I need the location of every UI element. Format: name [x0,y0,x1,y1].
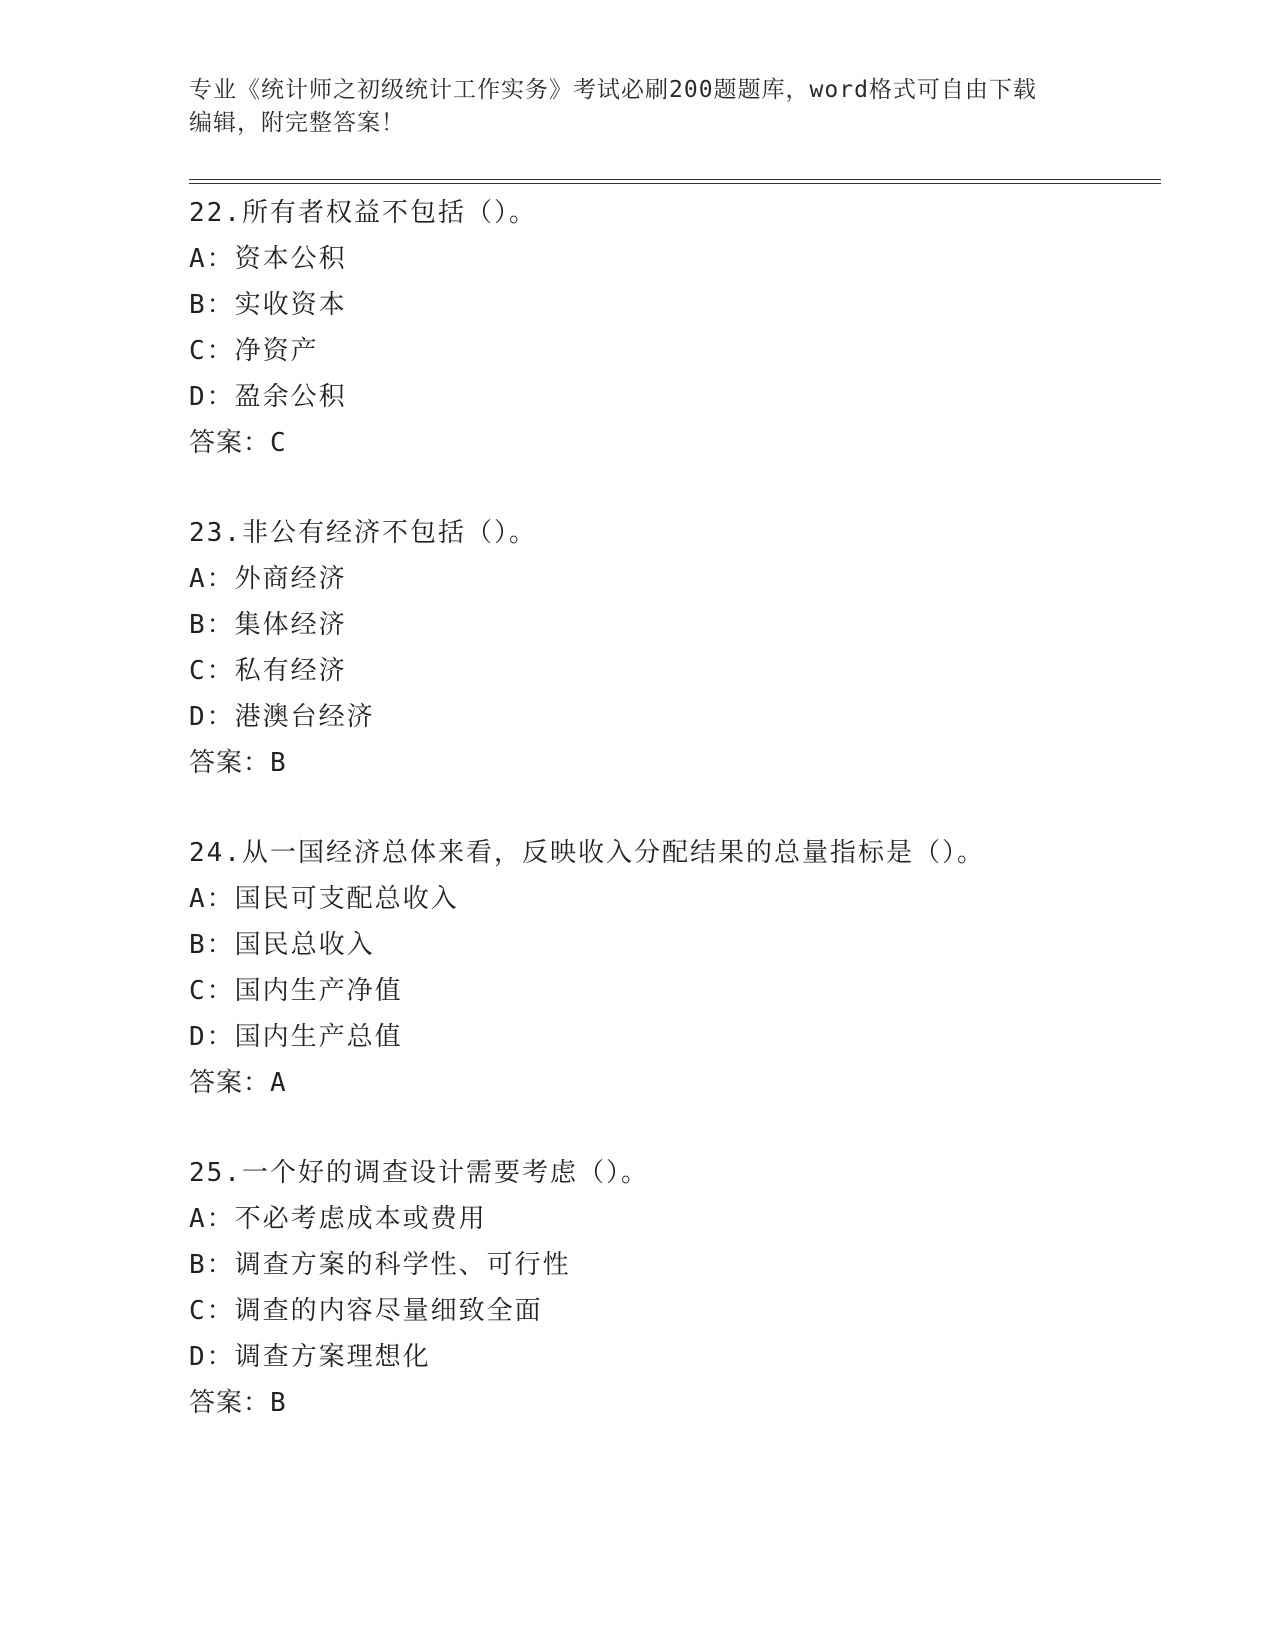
option-a: A：资本公积 [189,244,347,274]
option-a: A：不必考虑成本或费用 [189,1204,487,1234]
question-title: 25.一个好的调查设计需要考虑（）。 [189,1158,649,1188]
header-divider-top [189,179,1161,180]
question-24 [189,830,1161,1106]
option-c: C：国内生产净值 [189,976,403,1006]
answer: 答案：B [189,748,287,778]
question-22 [189,190,1161,466]
question-23 [189,510,1161,786]
option-b: B：调查方案的科学性、可行性 [189,1250,571,1280]
option-d: D：港澳台经济 [189,702,375,732]
question-title: 22.所有者权益不包括（）。 [189,198,537,228]
option-c: C：净资产 [189,336,319,366]
answer: 答案：A [189,1068,287,1098]
option-a: A：国民可支配总收入 [189,884,459,914]
question-title: 23.非公有经济不包括（）。 [189,518,537,548]
option-b: B：集体经济 [189,610,347,640]
header-divider-bottom [189,183,1161,184]
option-d: D：国内生产总值 [189,1022,403,1052]
option-a: A：外商经济 [189,564,347,594]
document-header [189,74,1089,140]
option-c: C：调查的内容尽量细致全面 [189,1296,543,1326]
option-b: B：国民总收入 [189,930,375,960]
option-c: C：私有经济 [189,656,347,686]
header-line-2: 编辑，附完整答案！ [189,110,405,136]
option-b: B：实收资本 [189,290,347,320]
option-d: D：盈余公积 [189,382,347,412]
answer: 答案：B [189,1388,287,1418]
option-d: D：调查方案理想化 [189,1342,431,1372]
question-25 [189,1150,1161,1426]
question-title: 24.从一国经济总体来看，反映收入分配结果的总量指标是（）。 [189,838,985,868]
question-list [189,190,1161,1470]
answer: 答案：C [189,428,287,458]
header-line-1: 专业《统计师之初级统计工作实务》考试必刷200题题库，word格式可自由下载 [189,77,1037,103]
